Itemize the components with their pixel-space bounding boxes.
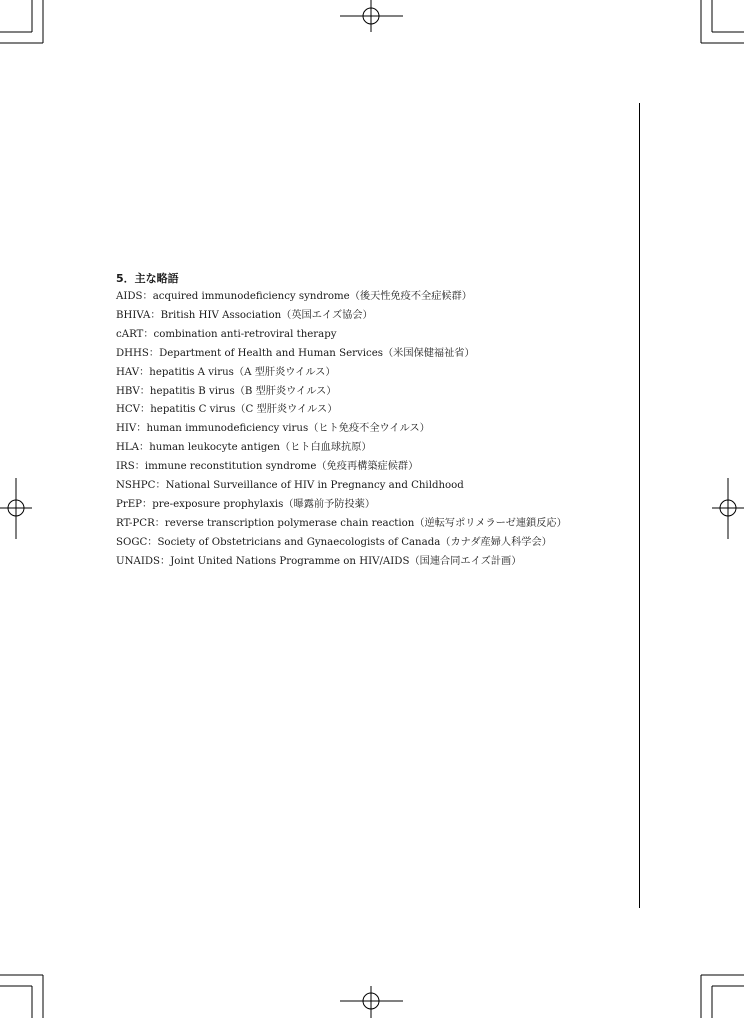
abbreviation-definition: acquired immunodeficiency syndrome — [152, 291, 350, 302]
abbreviation-term: HBV — [116, 385, 140, 397]
abbreviation-separator: ： — [150, 309, 161, 321]
abbreviation-term: PrEP — [116, 498, 143, 510]
abbreviation-definition: Department of Health and Human Services — [159, 347, 383, 359]
abbreviation-item — [116, 364, 626, 383]
abbreviation-separator: ： — [134, 461, 145, 473]
abbreviation-japanese: （カナダ産婦人科学会） — [440, 536, 552, 548]
abbreviation-japanese: （英国エイズ協会） — [281, 309, 373, 321]
abbreviation-separator: ： — [139, 442, 150, 454]
abbreviations-section — [116, 269, 626, 572]
abbreviation-definition: human immunodeficiency virus — [146, 423, 309, 435]
abbreviation-term: BHIVA — [116, 309, 151, 321]
abbreviation-item — [116, 477, 626, 496]
abbreviation-item — [116, 383, 626, 402]
abbreviation-separator: ： — [154, 517, 165, 529]
abbreviation-separator: ： — [139, 366, 150, 378]
abbreviation-term: SOGC — [116, 536, 148, 548]
abbreviation-item — [116, 553, 626, 572]
abbreviation-item — [116, 288, 626, 307]
abbreviation-japanese: （C 型肝炎ウイルス） — [235, 404, 338, 416]
abbreviation-definition: human leukocyte antigen — [149, 442, 280, 454]
abbreviation-separator: ： — [139, 385, 150, 397]
abbreviation-term: IRS — [116, 461, 135, 473]
abbreviation-definition: hepatitis C virus — [150, 404, 236, 416]
abbreviation-term: DHHS — [116, 347, 149, 359]
abbreviation-definition: hepatitis A virus — [149, 366, 234, 378]
abbreviation-separator: ： — [143, 328, 154, 340]
abbreviation-item — [116, 496, 626, 515]
abbreviation-definition: National Surveillance of HIV in Pregnancy and Childhood — [165, 480, 464, 492]
abbreviation-item — [116, 439, 626, 458]
abbreviation-definition: British HIV Association — [160, 309, 282, 321]
section-title: 5．主な略語 — [116, 272, 179, 285]
abbreviation-term: AIDS — [116, 291, 143, 302]
abbreviation-list — [116, 288, 626, 572]
abbreviation-japanese: （ヒト白血球抗原） — [279, 442, 372, 454]
abbreviation-item — [116, 458, 626, 477]
abbreviation-definition: Society of Obstetricians and Gynaecologists of Canada — [157, 536, 441, 548]
abbreviation-definition: reverse transcription polymerase chain reaction — [164, 517, 415, 529]
abbreviation-item — [116, 401, 626, 420]
abbreviation-separator: ： — [142, 291, 153, 302]
margin-rule — [639, 103, 640, 908]
abbreviation-separator: ： — [160, 555, 171, 567]
abbreviation-separator: ： — [147, 536, 158, 548]
abbreviation-term: NSHPC — [116, 480, 156, 492]
abbreviation-item — [116, 515, 626, 534]
abbreviation-definition: combination anti-retroviral therapy — [153, 328, 337, 340]
abbreviation-item — [116, 420, 626, 439]
abbreviation-term: UNAIDS — [116, 555, 161, 567]
abbreviation-term: HLA — [116, 442, 140, 454]
abbreviation-separator: ： — [140, 404, 151, 416]
abbreviation-japanese: （免疫再構築症候群） — [316, 461, 419, 473]
abbreviation-japanese: （ヒト免疫不全ウイルス） — [308, 423, 430, 435]
abbreviation-japanese: （米国保健福祉省） — [382, 347, 475, 359]
abbreviation-japanese: （後天性免疫不全症候群） — [349, 291, 472, 302]
abbreviation-term: RT-PCR — [116, 517, 155, 529]
abbreviation-separator: ： — [155, 480, 166, 492]
abbreviation-term: cART — [116, 328, 144, 340]
abbreviation-definition: Joint United Nations Programme on HIV/AIDS — [170, 555, 410, 567]
abbreviation-definition: pre-exposure prophylaxis — [152, 498, 284, 510]
abbreviation-separator: ： — [142, 498, 153, 510]
abbreviation-item — [116, 345, 626, 364]
abbreviation-term: HAV — [116, 366, 140, 378]
abbreviation-item — [116, 307, 626, 326]
abbreviation-japanese: （逆転写ポリメラーゼ連鎖反応） — [414, 517, 567, 529]
abbreviation-term: HCV — [116, 404, 141, 416]
abbreviation-japanese: （国連合同エイズ計画） — [409, 555, 522, 567]
abbreviation-definition: hepatitis B virus — [149, 385, 235, 397]
abbreviation-item — [116, 326, 626, 345]
abbreviation-japanese: （B 型肝炎ウイルス） — [234, 385, 337, 397]
abbreviation-definition: immune reconstitution syndrome — [144, 461, 317, 473]
abbreviation-japanese: （曝露前予防投薬） — [283, 498, 376, 510]
abbreviation-japanese: （A 型肝炎ウイルス） — [233, 366, 336, 378]
abbreviation-item — [116, 534, 626, 553]
abbreviation-separator: ： — [136, 423, 147, 435]
abbreviation-separator: ： — [148, 347, 160, 359]
abbreviation-term: HIV — [116, 423, 137, 435]
